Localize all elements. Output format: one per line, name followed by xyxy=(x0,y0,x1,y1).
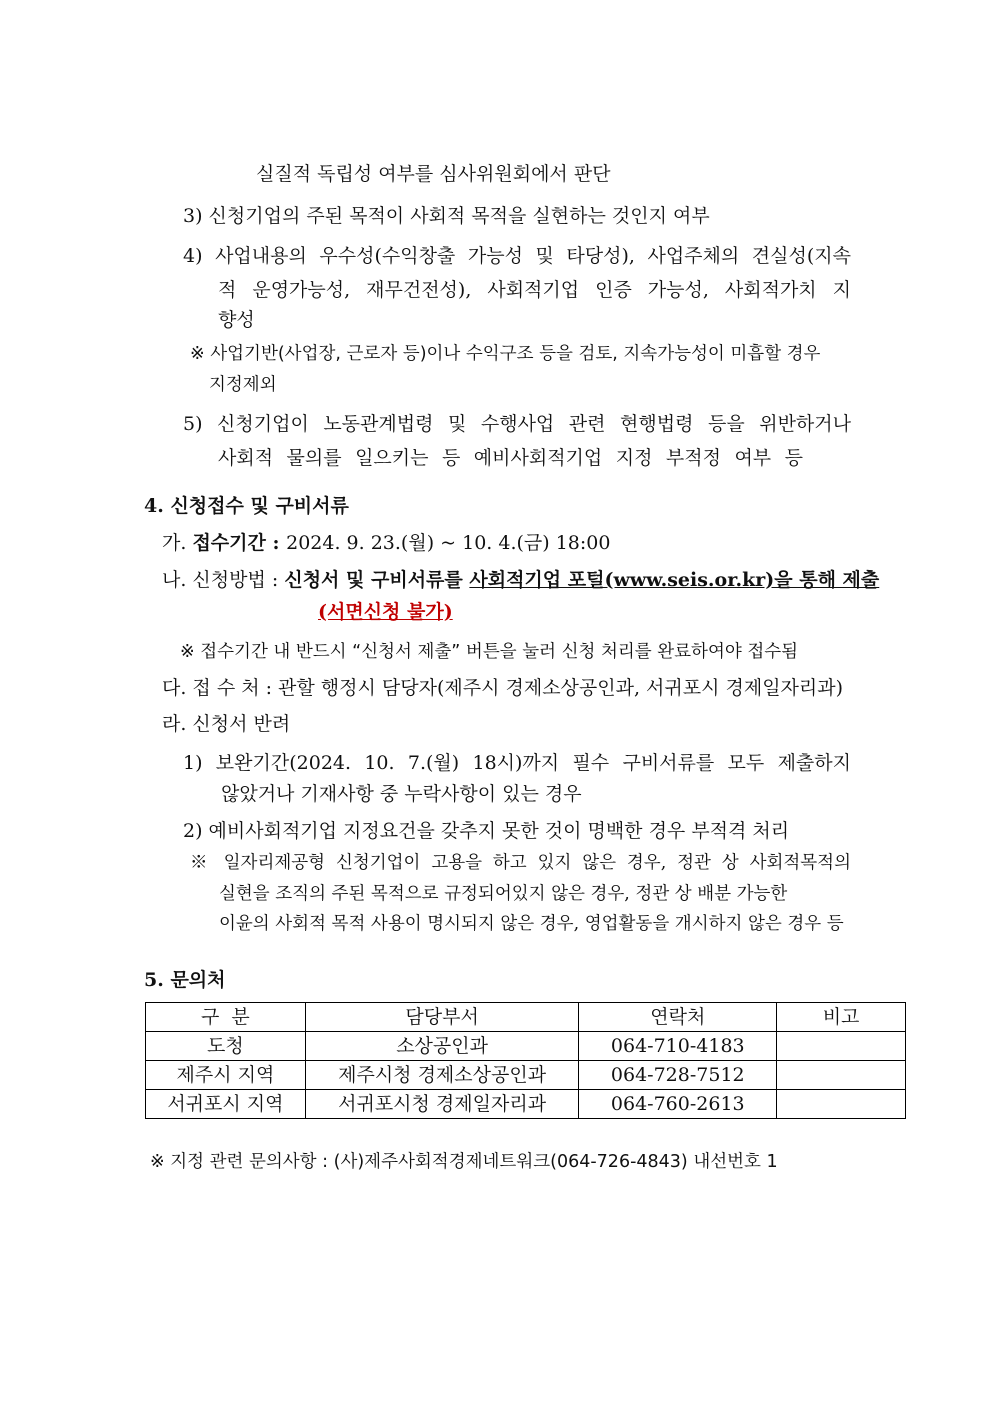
col-remarks: 비고 xyxy=(777,1003,906,1032)
method-prefix: 나. 신청방법 : xyxy=(162,569,285,591)
period-prefix: 가. xyxy=(162,532,193,554)
method-line xyxy=(162,568,879,592)
col-category: 구 분 xyxy=(146,1003,306,1032)
cell-category: 제주시 지역 xyxy=(146,1061,306,1090)
criteria-item-5: 5) 신청기업이 노동관계법령 및 수행사업 관련 현행법령 등을 위반하거나 xyxy=(183,413,851,435)
cell-department: 서귀포시청 경제일자리과 xyxy=(305,1090,579,1119)
cell-phone: 064-728-7512 xyxy=(579,1061,777,1090)
cell-phone: 064-760-2613 xyxy=(579,1090,777,1119)
table-row xyxy=(146,1090,906,1119)
col-department: 담당부서 xyxy=(305,1003,579,1032)
cell-remarks xyxy=(777,1061,906,1090)
return-item-1-cont: 않았거나 기재사항 중 누락사항이 있는 경우 xyxy=(221,783,582,805)
paper-not-allowed-note: (서면신청 불가) xyxy=(318,601,453,623)
criteria-note: ※ 사업기반(사업장, 근로자 등)이나 수익구조 등을 검토, 지속가능성이 미흡할 경우 xyxy=(190,344,821,364)
portal-link[interactable]: 사회적기업 포털(www.seis.or.kr)을 통해 제출 xyxy=(469,569,880,591)
return-note-cont: 실현을 조직의 주된 목적으로 규정되어있지 않은 경우, 정관 상 배분 가능한 xyxy=(219,884,788,904)
cell-phone: 064-710-4183 xyxy=(579,1032,777,1061)
section-4-title: 4. 신청접수 및 구비서류 xyxy=(144,495,349,517)
criteria-item-5-cont: 사회적 물의를 일으키는 등 예비사회적기업 지정 부적정 여부 등 xyxy=(218,447,803,469)
cell-department: 소상공인과 xyxy=(305,1032,579,1061)
col-contact: 연락처 xyxy=(579,1003,777,1032)
criteria-item-3: 3) 신청기업의 주된 목적이 사회적 목적을 실현하는 것인지 여부 xyxy=(183,205,710,227)
text-line: 실질적 독립성 여부를 심사위원회에서 판단 xyxy=(256,163,611,185)
criteria-item-4: 4) 사업내용의 우수성(수익창출 가능성 및 타당성), 사업주체의 견실성(지속 xyxy=(183,245,851,267)
inquiry-footer-note: ※ 지정 관련 문의사항 : (사)제주사회적경제네트워크(064-726-4843) 내선번호 1 xyxy=(150,1152,778,1172)
contact-table xyxy=(145,1002,906,1119)
table-row xyxy=(146,1061,906,1090)
table-header-row xyxy=(146,1003,906,1032)
return-note-cont: 이윤의 사회적 목적 사용이 명시되지 않은 경우, 영업활동을 개시하지 않은 경우 등 xyxy=(219,914,844,934)
cell-category: 도청 xyxy=(146,1032,306,1061)
cell-remarks xyxy=(777,1032,906,1061)
return-item-2: 2) 예비사회적기업 지정요건을 갖추지 못한 것이 명백한 경우 부적격 처리 xyxy=(183,820,790,842)
cell-remarks xyxy=(777,1090,906,1119)
receiver-line: 다. 접 수 처 : 관할 행정시 담당자(제주시 경제소상공인과, 서귀포시 경제일자리과) xyxy=(162,677,844,699)
cell-category: 서귀포시 지역 xyxy=(146,1090,306,1119)
period-value: 2024. 9. 23.(월) ~ 10. 4.(금) 18:00 xyxy=(286,532,611,554)
return-item-1: 1) 보완기간(2024. 10. 7.(월) 18시)까지 필수 구비서류를 모두 제출하지 xyxy=(183,752,851,774)
section-5-title: 5. 문의처 xyxy=(144,969,226,991)
criteria-item-4-cont: 적 운영가능성, 재무건전성), 사회적기업 인증 가능성, 사회적가치 지 xyxy=(218,279,851,301)
submit-note: ※ 접수기간 내 반드시 “신청서 제출” 버튼을 눌러 신청 처리를 완료하여야 접수됨 xyxy=(180,642,799,662)
return-heading: 라. 신청서 반려 xyxy=(162,713,291,735)
return-note: ※ 일자리제공형 신청기업이 고용을 하고 있지 않은 경우, 정관 상 사회적목적의 xyxy=(190,853,851,873)
criteria-item-4-cont: 향성 xyxy=(218,309,255,331)
period-line xyxy=(162,531,610,555)
cell-department: 제주시청 경제소상공인과 xyxy=(305,1061,579,1090)
criteria-note-cont: 지정제외 xyxy=(209,375,277,395)
table-row xyxy=(146,1032,906,1061)
period-label: 접수기간 : xyxy=(192,532,287,554)
method-bold: 신청서 및 구비서류를 xyxy=(284,569,470,591)
